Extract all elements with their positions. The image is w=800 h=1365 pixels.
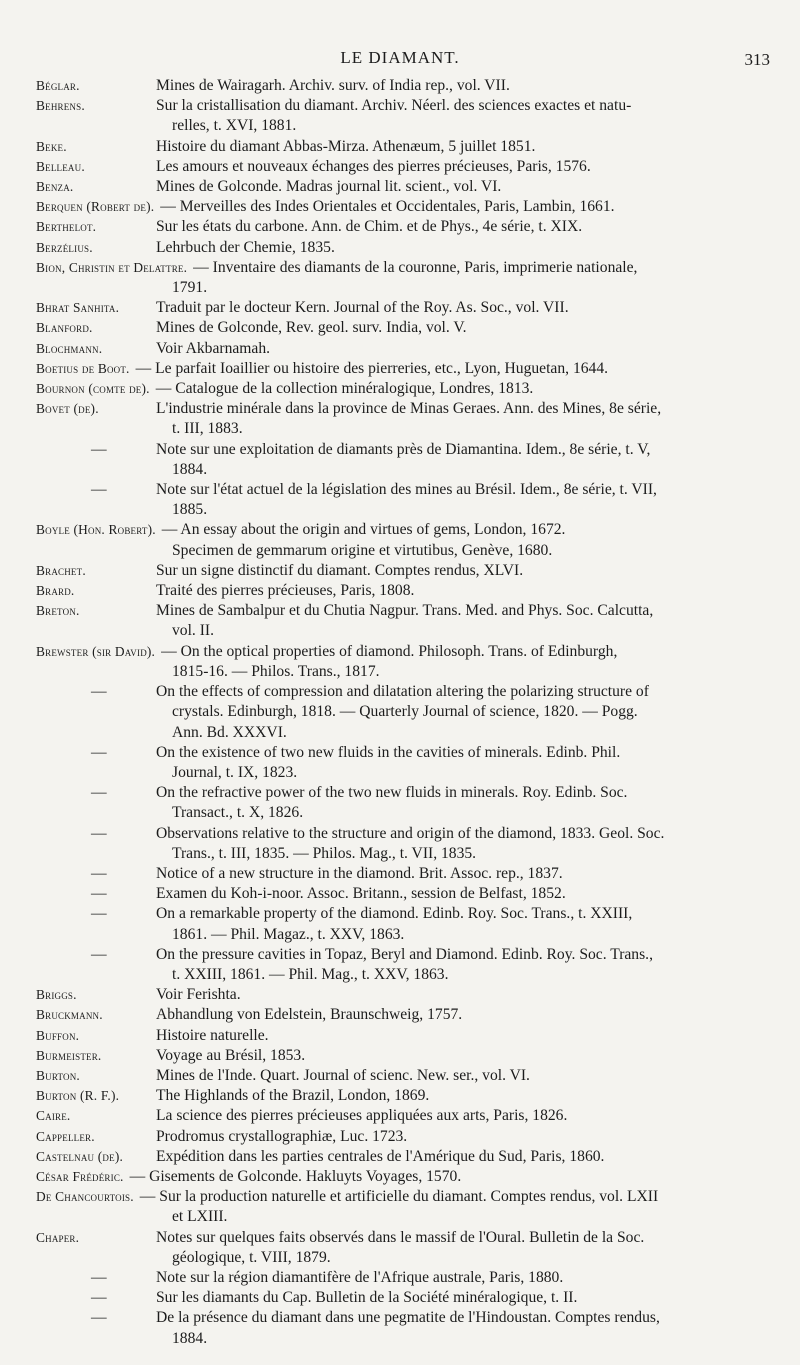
bibliography-entry <box>36 864 776 884</box>
bibliography-entry <box>36 945 776 985</box>
entry-text: Mines de Wairagarh. Archiv. surv. of India rep., vol. VII. <box>156 77 510 94</box>
entry-text: Sur les états du carbone. Ann. de Chim. et de Phys., 4e série, t. XIX. <box>156 218 583 236</box>
entry-continuation: 1884. <box>172 460 208 478</box>
entry-text: Note sur une exploitation de diamants près de Diamantina. Idem., 8e série, t. V, <box>156 440 651 458</box>
entry-author: Berzélius. <box>36 239 93 255</box>
entry-author: Boetius de Boot. <box>36 360 130 376</box>
ditto-dash: — <box>91 885 107 903</box>
entry-text: Note sur la région diamantifère de l'Afrique australe, Paris, 1880. <box>156 1268 564 1286</box>
entry-continuation: Ann. Bd. XXXVI. <box>172 723 287 741</box>
entry-text: On the effects of compression and dilatation altering the polarizing structure of <box>156 683 649 701</box>
entry-text: — Sur la production naturelle et artificielle du diamant. Comptes rendus, vol. LXII <box>139 1188 659 1206</box>
entry-author: Berthelot. <box>36 219 97 235</box>
entry-text: Mines de l'Inde. Quart. Journal of scienc. New. ser., vol. VI. <box>156 1066 530 1084</box>
entry-text: Note sur l'état actuel de la législation des mines au Brésil. Idem., 8e série, t. VII, <box>156 481 657 499</box>
bibliography-entry <box>36 1167 776 1187</box>
entry-continuation: t. XXIII, 1861. — Phil. Mag., t. XXV, 1863. <box>172 965 449 983</box>
entry-author: César Frédéric. <box>36 1168 124 1184</box>
bibliography-entry <box>36 1288 776 1308</box>
entry-text: On a remarkable property of the diamond. Edinb. Roy. Soc. Trans., t. XXIII, <box>156 905 633 923</box>
ditto-dash: — <box>91 683 107 701</box>
entry-text: Mines de Sambalpur et du Chutia Nagpur. Trans. Med. and Phys. Soc. Calcutta, <box>156 602 654 620</box>
entry-text: Voir Akbarnamah. <box>156 339 271 357</box>
entry-author: Benza. <box>36 179 74 195</box>
entry-author: Blanford. <box>36 320 93 336</box>
bibliography-entry <box>36 298 776 318</box>
bibliography-entry <box>36 177 776 197</box>
ditto-dash: — <box>91 945 107 963</box>
entry-text: Voir Ferishta. <box>156 986 241 1004</box>
bibliography-entry <box>36 1046 776 1066</box>
ditto-dash: — <box>91 824 107 842</box>
entry-author: Béglar. <box>36 78 80 93</box>
entry-author: De Chancourtois. <box>36 1189 134 1205</box>
entry-text: The Highlands of the Brazil, London, 1869. <box>156 1087 430 1105</box>
entry-continuation: Transact., t. X, 1826. <box>172 804 304 822</box>
bibliography-entry <box>36 157 776 177</box>
entry-author: Burmeister. <box>36 1047 102 1063</box>
bibliography-entry <box>36 1026 776 1046</box>
bibliography-entry <box>36 561 776 581</box>
entry-text: De la présence du diamant dans une pegmatite de l'Hindoustan. Comptes rendus, <box>156 1309 660 1327</box>
bibliography-entry <box>36 258 776 298</box>
entry-text: L'industrie minérale dans la province de Minas Geraes. Ann. des Mines, 8e série, <box>156 400 662 418</box>
entry-continuation: Journal, t. IX, 1823. <box>172 763 298 781</box>
entry-text: Mines de Golconde, Rev. geol. surv. India, vol. V. <box>156 319 467 337</box>
entry-author: Buffon. <box>36 1027 80 1043</box>
entry-text: La science des pierres précieuses appliquées aux arts, Paris, 1826. <box>156 1107 568 1125</box>
entry-author: Brewster (sir David). <box>36 643 156 659</box>
entry-author: Bion, Christin et Delattre. <box>36 259 188 275</box>
entry-continuation: 1791. <box>172 279 208 297</box>
entry-continuation: et LXIII. <box>172 1208 228 1226</box>
bibliography-entry <box>36 824 776 864</box>
ditto-dash: — <box>91 1268 107 1286</box>
entry-text: Observations relative to the structure and origin of the diamond, 1833. Geol. Soc. <box>156 824 665 842</box>
entry-text: Mines de Golconde. Madras journal lit. scient., vol. VI. <box>156 178 502 196</box>
entry-author: Beke. <box>36 138 67 154</box>
bibliography-entry <box>36 318 776 338</box>
entry-continuation: Specimen de gemmarum origine et virtutibus, Genève, 1680. <box>172 541 553 559</box>
bibliography-entry <box>36 339 776 359</box>
bibliography-entry <box>36 1005 776 1025</box>
bibliography-entry <box>36 480 776 520</box>
entry-text: On the existence of two new fluids in the cavities of minerals. Edinb. Phil. <box>156 743 621 761</box>
bibliography-entry <box>36 581 776 601</box>
bibliography-entry <box>36 96 776 136</box>
ditto-dash: — <box>91 1289 107 1307</box>
entry-text: Sur la cristallisation du diamant. Archiv. Néerl. des sciences exactes et natu- <box>156 97 632 115</box>
bibliography-entry <box>36 137 776 157</box>
entry-continuation: crystals. Edinburgh, 1818. — Quarterly Journal of science, 1820. — Pogg. <box>172 703 638 721</box>
bibliography-entry <box>36 783 776 823</box>
bibliography-entry <box>36 1147 776 1167</box>
entry-text: Traduit par le docteur Kern. Journal of the Roy. As. Soc., vol. VII. <box>156 299 569 317</box>
entry-text: On the pressure cavities in Topaz, Beryl and Diamond. Edinb. Roy. Soc. Trans., <box>156 945 653 963</box>
entry-text: Sur les diamants du Cap. Bulletin de la Société minéralogique, t. II. <box>156 1289 578 1307</box>
bibliography-entry <box>36 743 776 783</box>
entry-continuation: Trans., t. III, 1835. — Philos. Mag., t. VII, 1835. <box>172 844 477 862</box>
bibliography-entry <box>36 238 776 258</box>
entry-text: Sur un signe distinctif du diamant. Comptes rendus, XLVI. <box>156 561 524 579</box>
entry-text: Voyage au Brésil, 1853. <box>156 1046 306 1064</box>
bibliography-entry <box>36 682 776 743</box>
entry-author: Caire. <box>36 1108 71 1124</box>
page-number: 313 <box>744 50 770 69</box>
ditto-dash: — <box>91 784 107 802</box>
entry-text: Notice of a new structure in the diamond. Brit. Assoc. rep., 1837. <box>156 864 563 882</box>
bibliography-entry <box>36 379 776 399</box>
bibliography-entry <box>36 359 776 379</box>
bibliography-entry <box>36 904 776 944</box>
entry-author: Bhrat Sanhita. <box>36 300 120 316</box>
bibliography-entry <box>36 520 776 560</box>
entry-author: Behrens. <box>36 98 85 114</box>
page-header <box>0 46 800 70</box>
entry-author: Blochmann. <box>36 340 103 356</box>
entry-text: Abhandlung von Edelstein, Braunschweig, 1757. <box>156 1006 463 1024</box>
entry-text: Examen du Koh-i-noor. Assoc. Britann., session de Belfast, 1852. <box>156 885 566 903</box>
entry-author: Cappeller. <box>36 1128 95 1144</box>
bibliography-entry <box>36 217 776 237</box>
ditto-dash: — <box>91 440 107 458</box>
bibliography-entry <box>36 1086 776 1106</box>
bibliography-entry <box>36 601 776 641</box>
entry-continuation: 1884. <box>172 1329 208 1347</box>
entry-author: Briggs. <box>36 987 77 1003</box>
bibliography-entry <box>36 76 776 96</box>
ditto-dash: — <box>91 1309 107 1327</box>
entry-text: Prodromus crystallographiæ, Luc. 1723. <box>156 1127 408 1145</box>
entry-text: Lehrbuch der Chemie, 1835. <box>156 238 335 256</box>
entry-author: Berquen (Robert de). <box>36 199 155 215</box>
entry-text: Histoire naturelle. <box>156 1026 269 1044</box>
entry-text: — Le parfait Ioaillier ou histoire des pierreries, etc., Lyon, Huguetan, 1644. <box>135 359 609 377</box>
entry-text: Les amours et nouveaux échanges des pierres précieuses, Paris, 1576. <box>156 157 591 175</box>
ditto-dash: — <box>91 864 107 882</box>
running-title: LE DIAMANT. <box>340 48 460 67</box>
entry-text: Expédition dans les parties centrales de l'Amérique du Sud, Paris, 1860. <box>156 1147 605 1165</box>
entry-author: Boyle (Hon. Robert). <box>36 522 156 538</box>
entry-text: — An essay about the origin and virtues of gems, London, 1672. <box>161 521 566 539</box>
bibliography-entry <box>36 440 776 480</box>
bibliography-entry <box>36 884 776 904</box>
bibliography-entry <box>36 399 776 439</box>
entry-text: On the refractive power of the two new fluids in minerals. Roy. Edinb. Soc. <box>156 784 628 802</box>
bibliography-entry <box>36 1268 776 1288</box>
entry-text: Notes sur quelques faits observés dans le massif de l'Oural. Bulletin de la Soc. <box>156 1228 645 1246</box>
entry-continuation: relles, t. XVI, 1881. <box>172 117 297 135</box>
bibliography-entry <box>36 985 776 1005</box>
entry-author: Castelnau (de). <box>36 1148 124 1164</box>
entry-author: Belleau. <box>36 158 85 174</box>
bibliography-entry <box>36 197 776 217</box>
entry-text: — Inventaire des diamants de la couronne, Paris, imprimerie nationale, <box>193 258 638 276</box>
entry-text: Histoire du diamant Abbas-Mirza. Athenæum, 5 juillet 1851. <box>156 137 536 155</box>
ditto-dash: — <box>91 743 107 761</box>
entry-continuation: t. III, 1883. <box>172 420 243 438</box>
entry-continuation: 1861. — Phil. Magaz., t. XXV, 1863. <box>172 925 405 943</box>
bibliography-entry <box>36 1127 776 1147</box>
ditto-dash: — <box>91 905 107 923</box>
entry-author: Bovet (de). <box>36 401 99 417</box>
bibliography-entry <box>36 642 776 682</box>
entry-text: — Gisements de Golconde. Hakluyts Voyages, 1570. <box>129 1167 462 1185</box>
entry-continuation: 1815-16. — Philos. Trans., 1817. <box>172 662 380 680</box>
entry-author: Brard. <box>36 583 75 599</box>
bibliography-entry <box>36 1187 776 1227</box>
bibliography-entry <box>36 1066 776 1086</box>
bibliography-entry <box>36 1106 776 1126</box>
bibliography-list <box>36 76 776 1349</box>
entry-author: Brachet. <box>36 562 86 578</box>
bibliography-entry <box>36 1228 776 1268</box>
bibliography-entry <box>36 1308 776 1348</box>
entry-author: Breton. <box>36 603 80 619</box>
entry-continuation: 1885. <box>172 501 208 519</box>
entry-text: — Catalogue de la collection minéralogique, Londres, 1813. <box>155 380 534 398</box>
entry-text: — On the optical properties of diamond. Philosoph. Trans. of Edinburgh, <box>161 642 618 660</box>
entry-author: Burton (R. F.). <box>36 1088 120 1104</box>
entry-author: Bruckmann. <box>36 1007 103 1023</box>
entry-author: Chaper. <box>36 1229 80 1245</box>
entry-author: Burton. <box>36 1067 80 1083</box>
entry-text: — Merveilles des Indes Orientales et Occidentales, Paris, Lambin, 1661. <box>160 198 615 216</box>
ditto-dash: — <box>91 481 107 499</box>
entry-continuation: vol. II. <box>172 622 215 640</box>
entry-text: Traité des pierres précieuses, Paris, 1808. <box>156 582 415 600</box>
entry-author: Bournon (comte de). <box>36 381 150 397</box>
entry-continuation: géologique, t. VIII, 1879. <box>172 1248 331 1266</box>
